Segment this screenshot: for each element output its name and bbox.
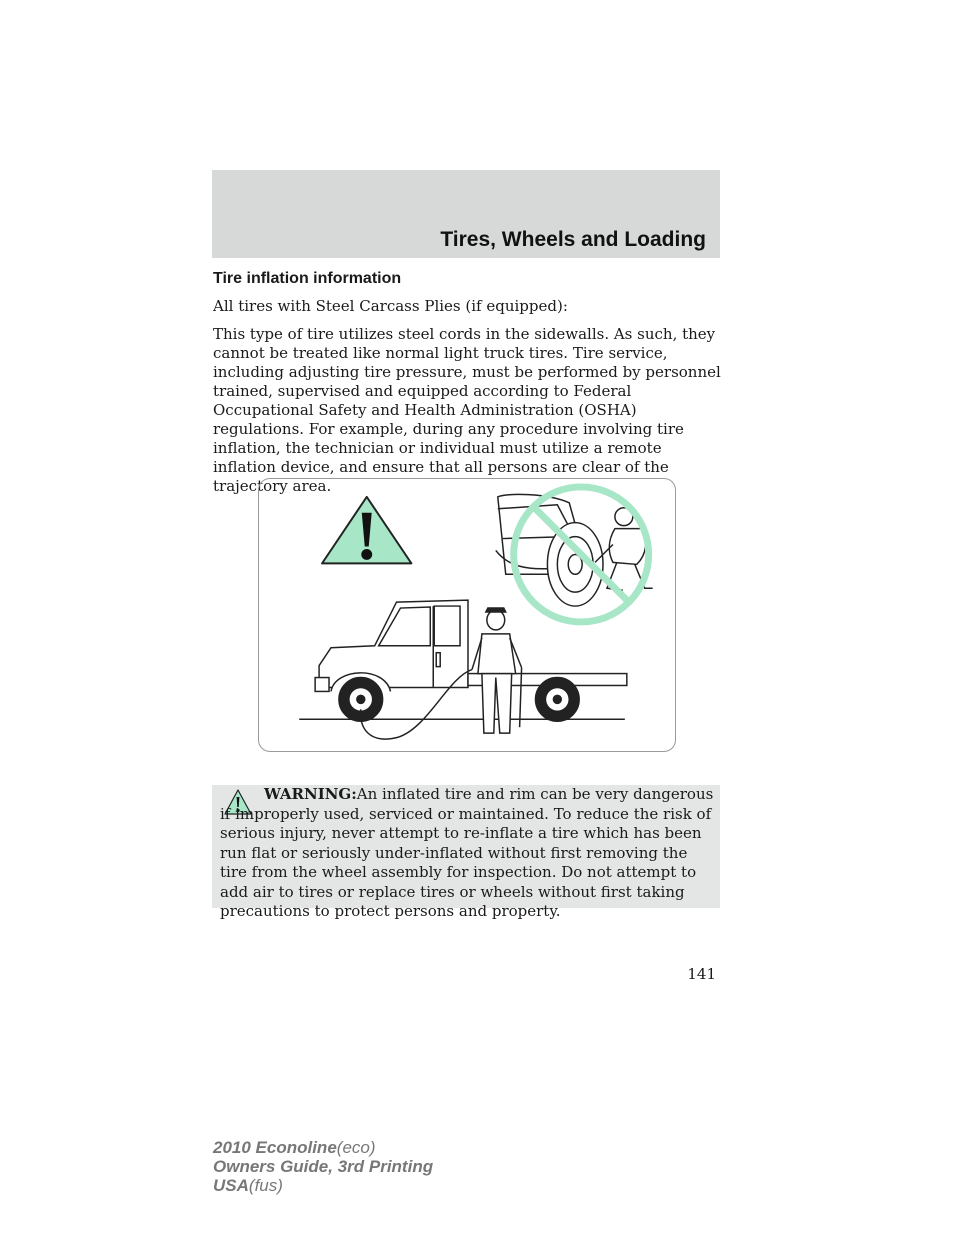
cab-chassis-truck-icon (315, 600, 627, 721)
intro-paragraph: All tires with Steel Carcass Plies (if equipped): (213, 297, 568, 315)
body-paragraph: This type of tire utilizes steel cords in the sidewalls. As such, they cannot be treated like normal light truck tires. Tire service, including adjusting tire pressure, must be performed by personnel trained, supervised and equipped according to Federal Occupational Safety and Health Administration (OSHA) regulations. For example, during any procedure involving tire inflation, the technician or individual must utilize a remote inflation device, and ensure that all persons are clear of the trajectory area. (213, 325, 721, 495)
section-title: Tires, Wheels and Loading (440, 228, 706, 251)
footer-line-2: Owners Guide, 3rd Printing (213, 1157, 434, 1176)
warning-callout (212, 785, 720, 920)
warning-body: An inflated tire and rim can be very dangerous if improperly used, serviced or maintained. To reduce the risk of serious injury, never attempt to re-inflate a tire which has been run flat or seriously under-inflated without first removing the tire from the wheel assembly for inspection. Do not attempt to add air to tires or replace tires or wheels without first taking precautions to protect persons and property. (220, 785, 714, 920)
footer-line-3 (213, 1176, 433, 1195)
tire-inflation-illustration (258, 478, 676, 752)
subsection-heading: Tire inflation information (213, 270, 402, 287)
warning-triangle-icon (322, 497, 411, 564)
footer-model-code: (eco) (336, 1138, 376, 1157)
document-footer (213, 1138, 433, 1195)
warning-label: WARNING: (264, 785, 357, 803)
section-header-bar (212, 170, 720, 258)
page-number: 141 (687, 965, 716, 983)
warning-text (220, 785, 716, 922)
main-content (213, 270, 723, 505)
footer-model: 2010 Econoline (213, 1138, 337, 1157)
footer-region: USA (213, 1176, 249, 1195)
footer-line-1 (213, 1138, 433, 1157)
footer-region-code: (fus) (248, 1176, 283, 1195)
